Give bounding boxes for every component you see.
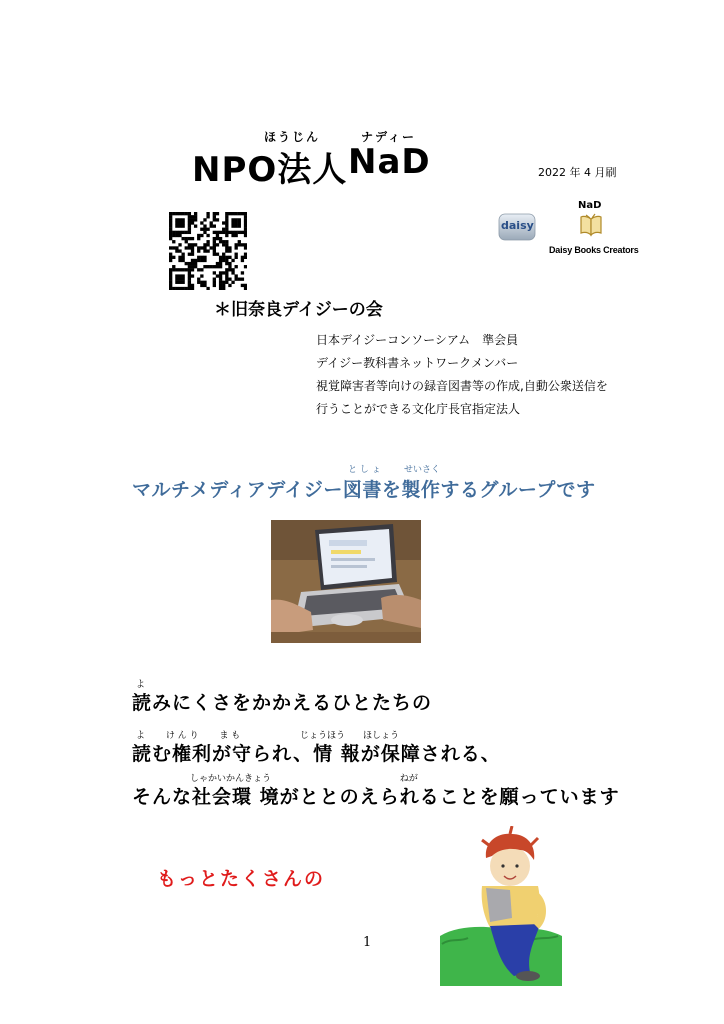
membership-item: 視覚障害者等向けの録音図書等の作成,自動公衆送信を [316, 379, 608, 393]
qr-code-image [169, 212, 247, 290]
book-icon [578, 213, 604, 239]
heading-ruby-tosho: と し ょ [348, 465, 381, 475]
title-ruby-nadi: ナディー [361, 130, 417, 144]
message-ruby-1: よ [136, 680, 146, 690]
page-number: 1 [363, 935, 372, 950]
print-date: 2022 年 4 月刷 [538, 166, 617, 179]
membership-list [316, 329, 608, 421]
page-title-org: NPO法人 [192, 150, 348, 190]
creators-logo-text: Daisy Books Creators [549, 245, 639, 255]
nad-logo-text: NaD [578, 200, 602, 211]
title-ruby-houjin: ほうじん [264, 130, 321, 144]
main-heading: マルチメディアデイジー図書を製作するグループです [132, 479, 596, 501]
membership-item: 行うことができる文化庁長官指定法人 [316, 402, 521, 416]
membership-item: デイジー教科書ネットワークメンバー [316, 356, 519, 370]
message-ruby-2: よ け ん り ま も じょうほう ほしょう [136, 731, 400, 741]
call-to-action: もっとたくさんの [157, 868, 326, 890]
qr-code [169, 212, 247, 290]
child-illustration [440, 826, 562, 986]
membership-item: 日本デイジーコンソーシアム 準会員 [316, 333, 519, 347]
daisy-logo [498, 212, 536, 242]
former-name: ＊旧奈良デイジーの会 [214, 300, 383, 320]
message-line-1: 読みにくさをかかえるひとたちの [132, 692, 433, 714]
heading-ruby-seisaku: せいさく [404, 465, 441, 475]
message-line-3: そんな社会環 境がととのえられることを願っています [132, 786, 620, 808]
daisy-logo-text: daisy [501, 219, 534, 232]
laptop-photo [271, 520, 421, 643]
message-ruby-3: しゃかいかんきょう ねが [190, 774, 418, 784]
message-line-2: 読む権利が守られ、情 報が保障される、 [132, 743, 501, 765]
page-title-name: NaD [348, 142, 431, 182]
